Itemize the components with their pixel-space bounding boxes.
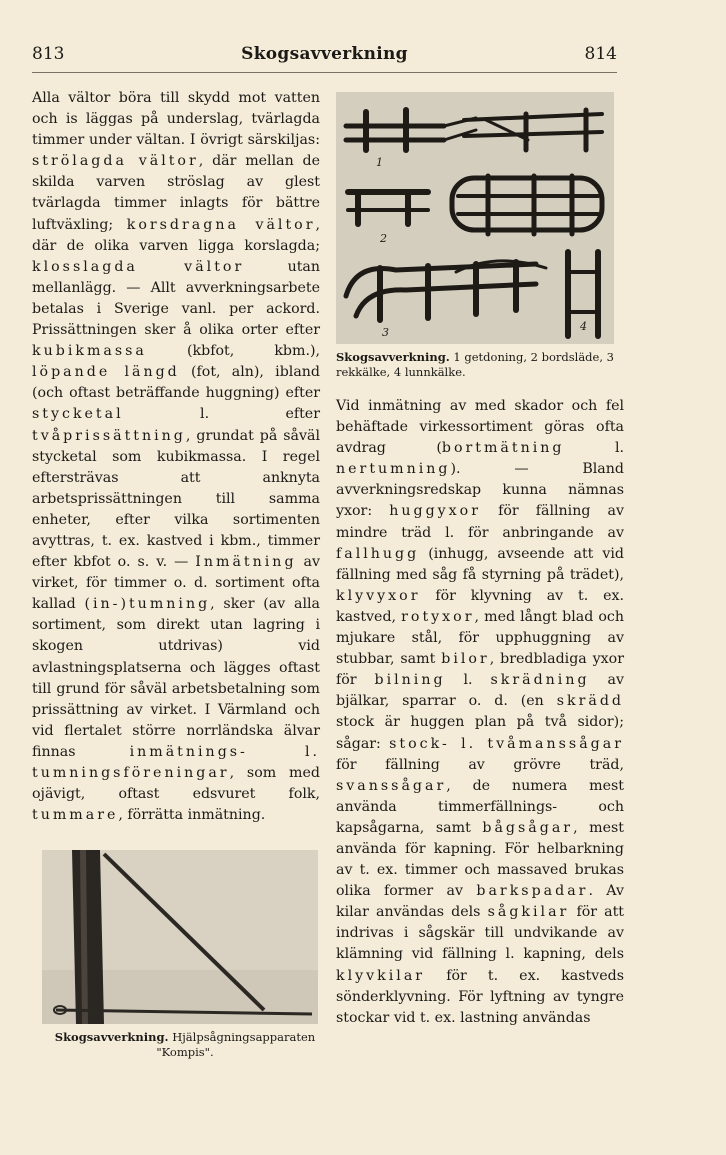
spaced-term: korsdragna vältor <box>126 216 316 233</box>
text-run: ). — Bland avverkningsredskap kunna nämnas yxor: <box>336 461 624 520</box>
fig-label-1: 1 <box>376 156 383 169</box>
text-run: , bredbladiga yxor för <box>336 651 624 689</box>
text-run: l. efter <box>200 406 320 423</box>
spaced-term: bortmätning <box>441 440 565 457</box>
sledges-caption <box>336 350 620 380</box>
caption-label: Skogsavverkning. <box>336 350 450 364</box>
text-run: för att indrivas i sågskär till undvikande av klämning vid fällning l. kapning, dels <box>336 904 625 963</box>
page-header <box>32 44 617 68</box>
text-run: , mest använda för kapning. För helbarkning av t. ex. timmer och massaved brukas olika former av <box>336 819 624 900</box>
text-run: , med långt blad och mjukare stål, för upphuggning av stubbar, samt <box>336 608 624 668</box>
spaced-term: bågsågar <box>482 819 574 836</box>
spaced-term: klyvyxor <box>336 587 421 604</box>
text-run: , där mellan de skilda varven ströslag av glest tvärlagda timmer inlagts för bättre luftväxling; <box>32 153 320 233</box>
text-run: för klyvning av t. ex. kastved, <box>336 587 625 625</box>
text-run: , grundat på såväl stycketal som kubikmassa. I regel eftersträvas att anknyta arbetsprissättningen till samma enheter, efter vilka sortimenten avyttras, t. ex. kastved i kbm., timmer efter kbfot o. s. v. — <box>32 427 320 571</box>
sledges-illustration <box>336 92 614 344</box>
spaced-term: kubikmassa <box>32 343 147 360</box>
spaced-term: sågkilar <box>487 904 570 921</box>
fig-label-2: 2 <box>380 232 387 245</box>
text-run: l. <box>614 440 624 457</box>
spaced-term: nertumning <box>336 461 451 478</box>
text-run: av virket, för timmer o. d. sortiment ofta kallad <box>32 554 321 613</box>
text-run: av bjälkar, sparrar o. d. (en <box>336 672 624 710</box>
caption-text: Hjälpsågningsapparaten "Kompis". <box>156 1030 316 1059</box>
saw-caption <box>40 1030 330 1060</box>
spaced-term: tummare <box>32 807 119 824</box>
text-run: l. <box>463 672 473 689</box>
text-run: (kbfot, kbm.), <box>187 343 321 360</box>
text-run: för fällning av grövre träd, <box>336 756 624 773</box>
fig-label-3: 3 <box>382 326 389 339</box>
text-run: (inhugg, avseende att vid fällning med såg få styrning på trädet), <box>336 545 624 583</box>
sledge-1-drawing <box>346 110 602 150</box>
spaced-term: klyvkilar <box>336 967 426 984</box>
spaced-term: fallhugg <box>336 545 420 562</box>
spaced-term: barkspadar <box>476 883 589 900</box>
spaced-term: strölagda vältor <box>32 153 199 170</box>
text-run: Alla vältor böra till skydd mot vatten och is läggas på underslag, tvärlagda timmer under vältan. I övrigt särskiljas: <box>32 90 320 149</box>
text-run: . Av kilar användas dels <box>336 883 624 921</box>
running-title: Skogsavverkning <box>241 44 408 64</box>
saw-apparatus-photo <box>42 850 318 1024</box>
spaced-term: skrädd <box>556 693 624 710</box>
spaced-term: skrädning <box>490 672 590 689</box>
text-run: (fot, aln), ibland (och oftast beträffande huggning) efter <box>32 364 321 402</box>
spaced-term: löpande längd <box>32 364 180 381</box>
text-run: stock är huggen plan på två sidor); sågar: <box>336 714 624 752</box>
spaced-term: svanssågar <box>336 777 447 794</box>
spaced-term: (in-)tumning <box>84 596 211 613</box>
spaced-term: inmätnings- l. tumningsföreningar <box>32 743 320 781</box>
spaced-term: bilor <box>441 651 490 668</box>
text-run: , de numera mest använda timmerfällnings- och kapsågarna, samt <box>336 777 624 836</box>
tree-trunk <box>72 850 104 1024</box>
caption-label: Skogsavverkning. <box>54 1030 169 1044</box>
caption-text: 1 getdoning, 2 bordsläde, 3 rekkälke, 4 lunnkälke. <box>336 350 614 379</box>
spaced-term: Inmätning <box>195 554 297 571</box>
header-rule <box>32 72 617 73</box>
spaced-term: rotyxor <box>401 608 475 625</box>
spaced-term: tvåprissättning <box>32 427 186 444</box>
sledge-2-drawing <box>348 176 602 234</box>
text-run: för t. ex. kastveds sönderklyvning. För lyftning av tyngre stockar vid t. ex. lastning användas <box>336 967 624 1026</box>
saw-apparatus-drawing <box>42 850 318 1024</box>
spaced-term: klosslagda vältor <box>32 258 245 275</box>
text-run: utan mellanlägg. — Allt avverkningsarbete betalas i Sverige vanl. per ackord. Prissättningen sker å olika orter efter <box>32 258 321 339</box>
left-paragraph <box>32 88 320 826</box>
text-run: , sker (av alla sortiment, som direkt utan lagring i skogen utdrivas) vid avlastningsplatserna och lägges oftast till grund för såväl arbetsbetalning som prissättning av virket. I Värmland och vid flertalet större norrländska älvar finnas <box>32 596 320 760</box>
text-run: för fällning av mindre träd l. för anbringande av <box>336 503 624 541</box>
text-run: , förrätta inmätning. <box>118 807 266 824</box>
right-column-text <box>336 396 624 1029</box>
text-run: , som med ojävigt, oftast edsvuret folk, <box>32 765 320 803</box>
text-run: Vid inmätning av med skador och fel behäftade virkessortiment göras ofta avdrag ( <box>336 398 624 457</box>
spaced-term: stock- l. tvåmanssågar <box>389 735 624 752</box>
left-column-text <box>32 88 320 826</box>
spaced-term: bilning <box>374 672 446 689</box>
text-run: , där de olika varven ligga korslagda; <box>32 216 320 254</box>
page-number-left: 813 <box>32 44 65 64</box>
spaced-term: huggyxor <box>389 503 481 520</box>
fig-label-4: 4 <box>580 320 587 333</box>
sledges-drawing <box>336 92 614 344</box>
sledge-3-drawing <box>346 261 546 320</box>
right-paragraph <box>336 396 624 1029</box>
page-number-right: 814 <box>584 44 617 64</box>
spaced-term: stycketal <box>32 406 124 423</box>
